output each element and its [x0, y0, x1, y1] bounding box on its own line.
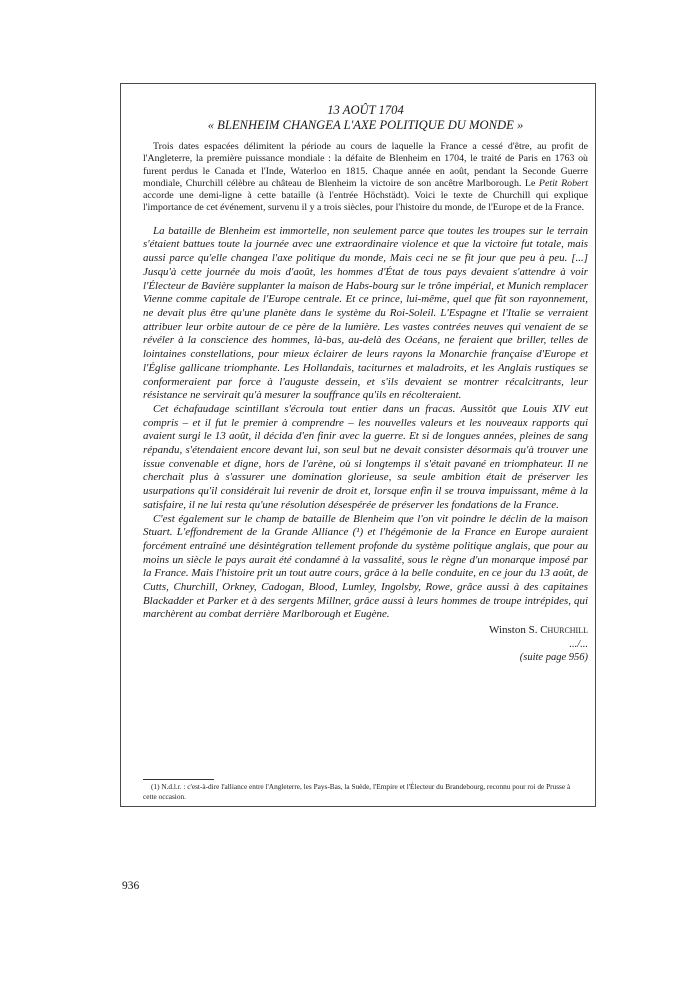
signature-last: Churchill — [540, 624, 588, 637]
quote-paragraph-2: Cet échafaudage scintillant s'écroula tout entier dans un fracas. Aussitôt que Louis XIV eut compris – et il fut le premier à comprendre – les nouvelles valeurs et les nouveaux rapports qui avaient surgi le 13 août, il décida d'en finir avec la guerre. Et si de longues années, pleines de sang répandu, s'étendaient encore devant lui, son seul but ne devait consister désormais qu'à trouver une issue convenable et digne, hors de l'arène, où si longtemps il s'était pavané en triomphateur. Il ne cherchait plus à s'assurer une domination glorieuse, sa seule ambition était de préserver les usurpations qu'il considérait lui revenir de droit et, lorsque enfin il se trouva impuissant, même à la satisfaire, il ne lui resta qu'une résolution désespérée de préserver les fondations de la France. — [143, 402, 588, 511]
article-date: 13 AOÛT 1704 — [327, 103, 404, 117]
intro-text-2: accorde une demi-ligne à cette bataille (à l'entrée Höchstädt). Voici le texte de Churchill qui explique l'importance de cet événement, survenu il y a trois siècles, pour l'histoire du monde, de l'Europe et de la France. — [143, 190, 588, 214]
intro-paragraph — [143, 141, 588, 215]
article-title: « BLENHEIM CHANGEA L'AXE POLITIQUE DU MONDE » — [207, 118, 524, 132]
signature — [143, 624, 588, 638]
quote-paragraph-1: La bataille de Blenheim est immortelle, non seulement parce que toutes les troupes sur le terrain s'étaient battues toute la journée avec une extraordinaire violence et que la victoire fut totale, mais aussi parce qu'elle changea l'axe politique du monde, Mais ceci ne se fit jour que peu à peu. [...] Jusqu'à cette journée du mois d'août, les hommes d'État de tous pays devaient s'attendre à voir l'Électeur de Bavière supplanter la maison de Habs-bourg sur le trône impérial, et Munich remplacer Vienne comme capitale de l'Europe centrale. Et ce prince, lui-même, quel que fût son rayonnement, ne devait plus être qu'une planète dans le système du Roi-Soleil. L'Espagne et l'Italie se verraient attribuer leur orbite autour de ce père de la lumière. Les vastes contrées neuves qui venaient de se révéler à la conscience des hommes, là-bas, au-delà des Océans, ne feraient que briller, telles de lointaines constellations, pour mieux éclairer de leurs rayons la Monarchie française d'Europe et l'Église gallicane triomphante. Les Hollandais, taciturnes et maladroits, et les Anglais rustiques se conformeraient par force à l'auguste dessein, et s'ils devaient se montrer récalcitrants, leur résistance ne servirait qu'à mesurer la souffrance qu'ils en récolteraient. — [143, 224, 588, 402]
footnote: (1) N.d.l.r. : c'est-à-dire l'alliance entre l'Angleterre, les Pays-Bas, la Suède, l'Empire et l'Électeur du Brandebourg, reconnu pour roi de Prusse à cette occasion. — [143, 782, 571, 801]
continuation-dots: .../... — [569, 638, 588, 650]
churchill-quote — [143, 225, 588, 622]
continuation-note: (suite page 956) — [519, 651, 588, 663]
signature-first: Winston S. — [489, 624, 541, 637]
footnote-rule — [143, 779, 214, 780]
intro-text-1: Trois dates espacées délimitent la période au cours de laquelle la France a cessé d'être, au profit de l'Angleterre, la première puissance mondiale : la défaite de Blenheim en 1704, le traité de Paris en 1763 où furent perdus le Canada et l'Inde, Waterloo en 1815. Chaque année en août, pendant la Seconde Guerre mondiale, Churchill célèbre au château de Blenheim la victoire de son ancêtre Marlborough. Le — [143, 141, 588, 189]
intro-italic-ref: Petit Robert — [538, 177, 588, 189]
article-body — [143, 103, 588, 664]
page-number: 936 — [122, 880, 140, 892]
quote-paragraph-3: C'est également sur le champ de bataille de Blenheim que l'on vit poindre le déclin de la maison Stuart. L'effondrement de la Grande Alliance (¹) et l'hégémonie de la France en Europe auraient forcément entraîné une désintégration tellement profonde du système politique anglais, que pour au moins un siècle le pays aurait été condamné à la vassalité, sous le règne d'un monarque imposé par la France. Mais l'histoire prit un tout autre cours, grâce à la belle conduite, en ce jour du 13 août, de Cutts, Churchill, Orkney, Cadogan, Blood, Lumley, Ingolsby, Rowe, grâce aussi à des capitaines Blackadder et Parker et à des sergents Millner, grâce aussi à leurs hommes de troupe intrépides, qui marchèrent au combat derrière Marlborough et Eugène. — [143, 512, 588, 621]
article-header — [143, 103, 588, 133]
